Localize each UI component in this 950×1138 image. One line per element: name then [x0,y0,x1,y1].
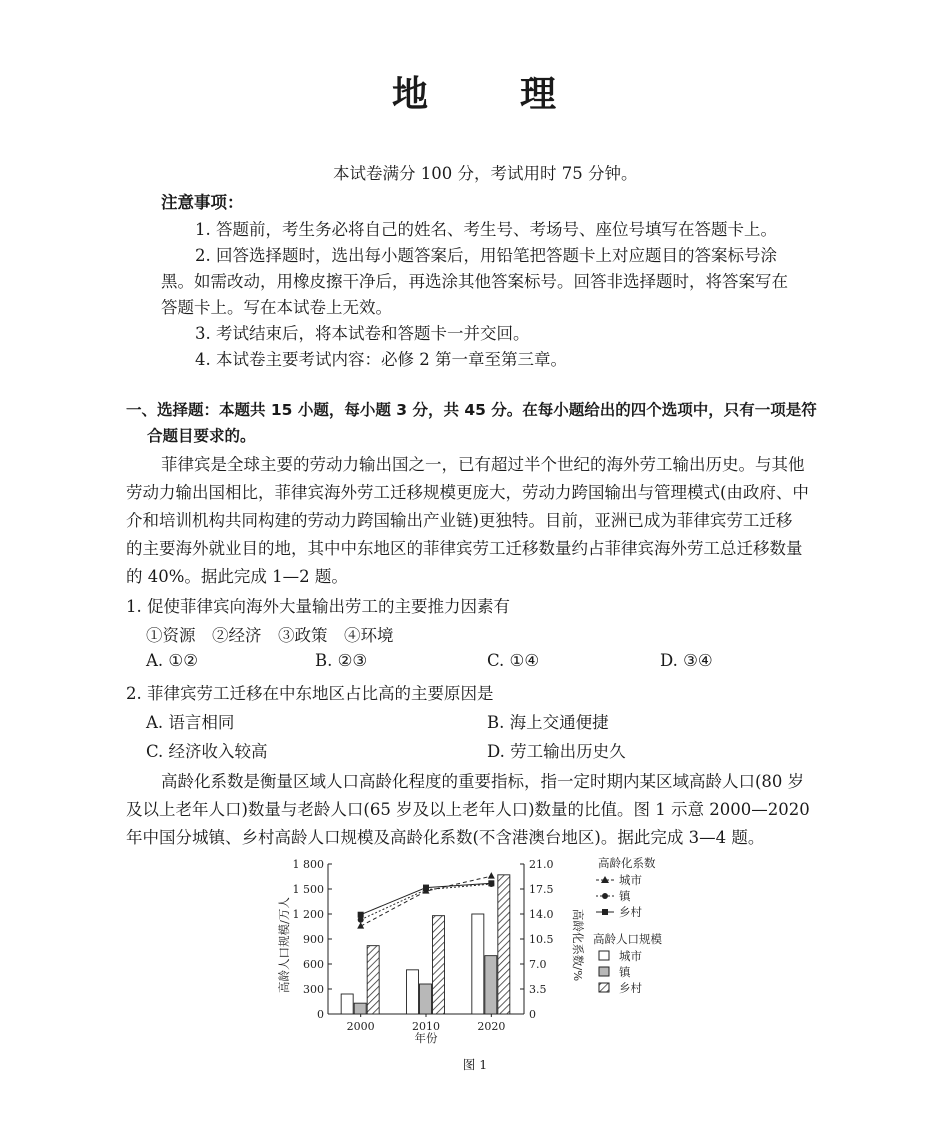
bar-城市-2020 [472,914,484,1014]
right-axis-title [571,909,585,981]
notes-item-2-line-3: 答题卡上。写在本试卷上无效。 [161,298,392,317]
bar-镇-2020 [485,956,497,1014]
left-tick-label: 0 [317,1008,324,1021]
right-tick-label: 10.5 [529,933,554,946]
question-1-option-d: D. ③④ [660,651,713,670]
passage-1-line-5: 的 40%。据此完成 1—2 题。 [126,567,348,586]
right-tick-label: 0 [529,1008,536,1021]
page-title [0,66,950,117]
question-1-option-c: C. ①④ [487,651,540,670]
point-乡村-2000 [358,912,364,918]
notes-item-1: 1. 答题前，考生务必将自己的姓名、考生号、考场号、座位号填写在答题卡上。 [195,220,777,239]
x-tick-label: 2010 [412,1020,440,1033]
right-tick-label: 14.0 [529,908,554,921]
left-tick-label: 900 [303,933,324,946]
left-tick-label: 1 500 [292,883,324,896]
left-tick-label: 300 [303,983,324,996]
legend-coef-heading: 高龄化系数 [598,856,656,870]
figure-1-chart [260,850,700,1050]
bar-镇-2010 [420,984,432,1014]
bar-城市-2000 [341,994,353,1014]
bar-镇-2000 [354,1003,366,1014]
title-char-1: 地 [391,74,430,115]
x-tick-label: 2020 [477,1020,506,1033]
left-tick-label: 1 800 [292,858,324,871]
chart-legend [593,856,662,995]
question-1-option-a: A. ①② [146,651,198,670]
x-axis-label: 年份 [414,1031,438,1045]
section-1-heading-line-1: 一、选择题：本题共 15 小题，每小题 3 分，共 45 分。在每小题给出的四个选项中，只有一项是符 [126,401,817,419]
left-tick-label: 600 [303,958,324,971]
bar-乡村-2000 [367,946,379,1014]
notes-item-3: 3. 考试结束后，将本试卷和答题卡一并交回。 [195,324,530,343]
point-乡村-2010 [423,885,429,891]
legend-size-town-label: 镇 [619,965,631,979]
bar-城市-2010 [407,970,419,1014]
square-marker-icon [602,909,608,915]
legend-coef-village-label: 乡村 [619,905,642,919]
bar-乡村-2010 [433,916,445,1014]
figure-1-caption: 图 1 [462,1057,488,1072]
right-tick-label: 17.5 [529,883,554,896]
passage-1-line-4: 的主要海外就业目的地，其中中东地区的菲律宾劳工迁移数量约占菲律宾海外劳工总迁移数量 [126,539,803,558]
question-2-option-b: B. 海上交通便捷 [487,713,609,732]
notes-item-2-line-1: 2. 回答选择题时，选出每小题答案后，用铅笔把答题卡上对应题目的答案标号涂 [195,246,777,265]
question-1-option-b: B. ②③ [315,651,368,670]
question-1-stem: 1. 促使菲律宾向海外大量输出劳工的主要推力因素有 [126,597,510,616]
bar-乡村-2020 [498,875,510,1014]
legend-size-heading: 高龄人口规模 [593,932,662,946]
legend-size-city-label: 城市 [619,949,642,963]
legend-swatch-city [599,951,609,960]
circle-marker-icon [602,893,608,899]
title-char-2: 理 [520,74,559,115]
passage-1-line-2: 劳动力输出国相比，菲律宾海外劳工迁移规模更庞大，劳动力跨国输出与管理模式(由政府、中 [126,483,809,502]
legend-coef-town-label: 镇 [619,889,631,903]
notes-item-4: 4. 本试卷主要考试内容：必修 2 第一章至第三章。 [195,350,567,369]
x-tick-label: 2000 [346,1020,375,1033]
right-tick-label: 3.5 [529,983,547,996]
notes-item-2-line-2: 黑。如需改动，用橡皮擦干净后，再选涂其他答案标号。回答非选择题时，将答案写在 [161,272,788,291]
legend-size-village-label: 乡村 [619,981,642,995]
legend-swatch-town [599,967,609,976]
point-乡村-2020 [488,880,494,886]
notes-heading: 注意事项： [161,193,244,212]
passage-1-line-1: 菲律宾是全球主要的劳动力输出国之一，已有超过半个世纪的海外劳工输出历史。与其他 [161,455,805,474]
left-axis-title [277,897,291,993]
left-tick-label: 1 200 [292,908,324,921]
left-axis-label: 高龄人口规模/万人 [277,897,291,993]
legend-swatch-village [599,983,609,992]
question-2-stem: 2. 菲律宾劳工迁移在中东地区占比高的主要原因是 [126,684,494,703]
legend-coef-town [596,889,632,903]
passage-2-line-3: 年中国分城镇、乡村高龄人口规模及高龄化系数(不含港澳台地区)。据此完成 3—4 题。 [126,828,765,847]
passage-2-line-1: 高龄化系数是衡量区域人口高龄化程度的重要指标，指一定时期内某区域高龄人口(80 岁 [161,772,805,791]
right-axis-label: 高龄化系数/% [571,908,585,982]
legend-size-town [599,965,632,979]
question-2-option-d: D. 劳工输出历史久 [487,742,626,761]
legend-size-village [599,981,642,995]
legend-coef-city [596,873,642,887]
section-1-heading-line-2: 合题目要求的。 [147,427,256,445]
legend-coef-city-label: 城市 [619,873,642,887]
question-1-factors: ①资源 ②经济 ③政策 ④环境 [146,626,394,645]
question-2-option-a: A. 语言相同 [146,713,235,732]
point-城市-2020 [488,872,495,879]
passage-1-line-3: 介和培训机构共同构建的劳动力跨国输出产业链)更独特。目前，亚洲已成为菲律宾劳工迁移 [126,511,793,530]
exam-info: 本试卷满分 100 分，考试用时 75 分钟。 [333,164,638,183]
question-2-option-c: C. 经济收入较高 [146,742,268,761]
passage-2-line-2: 及以上老年人口)数量与老龄人口(65 岁及以上老年人口)数量的比值。图 1 示意 2000—2020 [126,800,810,819]
plot-area [293,858,554,1033]
right-tick-label: 21.0 [529,858,554,871]
legend-coef-village [596,905,642,919]
legend-size-city [599,949,642,963]
right-tick-label: 7.0 [529,958,547,971]
